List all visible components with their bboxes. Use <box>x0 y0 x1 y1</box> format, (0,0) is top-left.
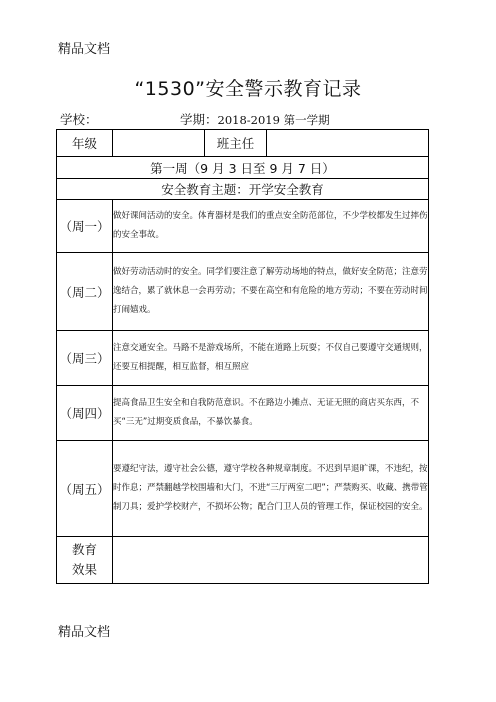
page-header: 精品文档 <box>58 42 111 57</box>
education-theme: 安全教育主题：开学安全教育 <box>57 179 429 200</box>
effect-content <box>113 537 429 584</box>
grade-value <box>113 130 205 157</box>
day-label-wednesday: （周三） <box>57 331 113 386</box>
effect-label <box>57 537 113 584</box>
term-value: 2018-2019 第一学期 <box>217 113 330 127</box>
term-info <box>180 110 330 128</box>
effect-label-line1: 教育 <box>71 542 97 557</box>
day-content-monday: 做好课间活动的安全。体育器材是我们的重点安全防范部位，不少学校都发生过摔伤的安全事故。 <box>113 200 429 253</box>
day-label-thursday: （周四） <box>57 386 113 441</box>
page-footer: 精品文档 <box>58 625 111 640</box>
day-content-wednesday: 注意交通安全。马路不是游戏场所，不能在道路上玩耍；不仅自己要遵守交通规则，还要互相提醒，相互监督，相互照应 <box>113 331 429 386</box>
day-label-friday: （周五） <box>57 441 113 537</box>
record-table <box>56 129 429 584</box>
day-label-tuesday: （周二） <box>57 253 113 331</box>
day-content-tuesday: 做好劳动活动时的安全。同学们要注意了解劳动场地的特点，做好安全防范；注意劳逸结合，累了就休息一会再劳动；不要在高空和有危险的地方劳动；不要在劳动时间打闹嬉戏。 <box>113 253 429 331</box>
day-content-friday: 要遵纪守法，遵守社会公德，遵守学校各种规章制度。不迟到早退旷课，不违纪，按时作息；严禁翻越学校围墙和大门，不进“三厅两室二吧”；严禁购买、收藏、携带管制刀具；爱护学校财产，不损坏公物；配合门卫人员的管理工作，保证校园的安全。 <box>113 441 429 537</box>
term-label: 学期： <box>180 112 218 127</box>
teacher-value <box>267 130 429 157</box>
week-range: 第一周（9 月 3 日至 9 月 7 日） <box>57 157 429 179</box>
effect-label-line2: 效果 <box>71 562 97 577</box>
teacher-label: 班主任 <box>205 130 267 157</box>
day-label-monday: （周一） <box>57 200 113 253</box>
day-content-thursday: 提高食品卫生安全和自我防范意识。不在路边小摊点、无证无照的商店买东西，不买“三无”过期变质食品，不暴饮暴食。 <box>113 386 429 441</box>
school-label: 学校： <box>60 112 98 127</box>
page-title: “1530”安全警示教育记录 <box>134 78 362 100</box>
grade-label: 年级 <box>57 130 113 157</box>
